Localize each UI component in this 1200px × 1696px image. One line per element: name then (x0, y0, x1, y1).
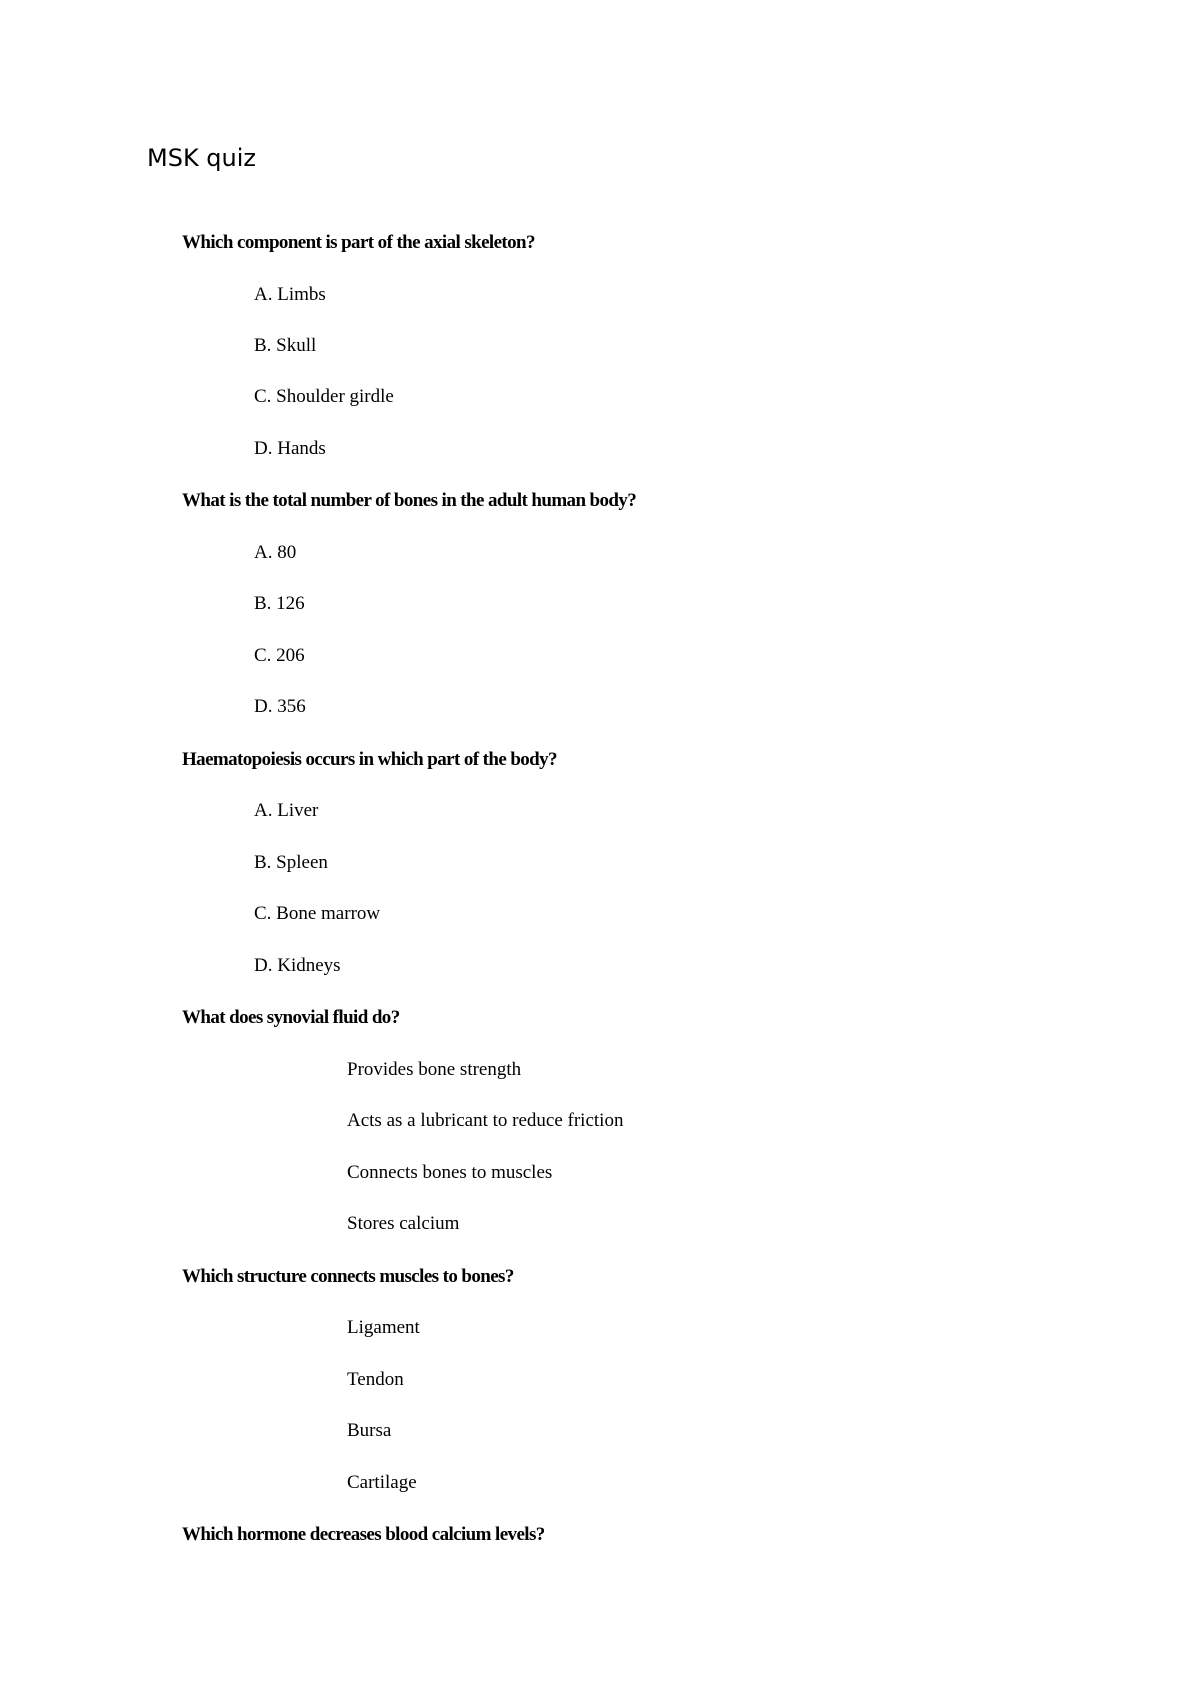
question-1-option-c: C. Shoulder girdle (254, 386, 394, 407)
question-1-option-a: A. Limbs (254, 284, 326, 305)
question-1: Which component is part of the axial skeleton? (182, 232, 535, 253)
question-3-option-a: A. Liver (254, 800, 319, 821)
question-2-option-b: B. 126 (254, 593, 305, 614)
question-5-option-1: Ligament (347, 1317, 420, 1338)
question-3: Haematopoiesis occurs in which part of the body? (182, 749, 557, 770)
question-6: Which hormone decreases blood calcium levels? (182, 1524, 545, 1545)
question-5-option-3: Bursa (347, 1420, 392, 1441)
question-4-option-3: Connects bones to muscles (347, 1162, 553, 1183)
question-2-option-c: C. 206 (254, 645, 305, 666)
question-2-option-a: A. 80 (254, 542, 297, 563)
question-5-option-4: Cartilage (347, 1472, 417, 1493)
question-4-option-4: Stores calcium (347, 1213, 460, 1234)
question-3-option-d: D. Kidneys (254, 955, 341, 976)
question-1-option-b: B. Skull (254, 335, 317, 356)
question-3-option-b: B. Spleen (254, 852, 328, 873)
question-1-option-d: D. Hands (254, 438, 326, 459)
document-title: MSK quiz (147, 144, 257, 172)
question-4-option-1: Provides bone strength (347, 1059, 522, 1080)
question-4: What does synovial fluid do? (182, 1007, 400, 1028)
question-4-option-2: Acts as a lubricant to reduce friction (347, 1110, 624, 1131)
question-2-option-d: D. 356 (254, 696, 306, 717)
question-5: Which structure connects muscles to bones? (182, 1266, 514, 1287)
question-3-option-c: C. Bone marrow (254, 903, 381, 924)
question-2: What is the total number of bones in the adult human body? (182, 490, 637, 511)
question-5-option-2: Tendon (347, 1369, 404, 1390)
